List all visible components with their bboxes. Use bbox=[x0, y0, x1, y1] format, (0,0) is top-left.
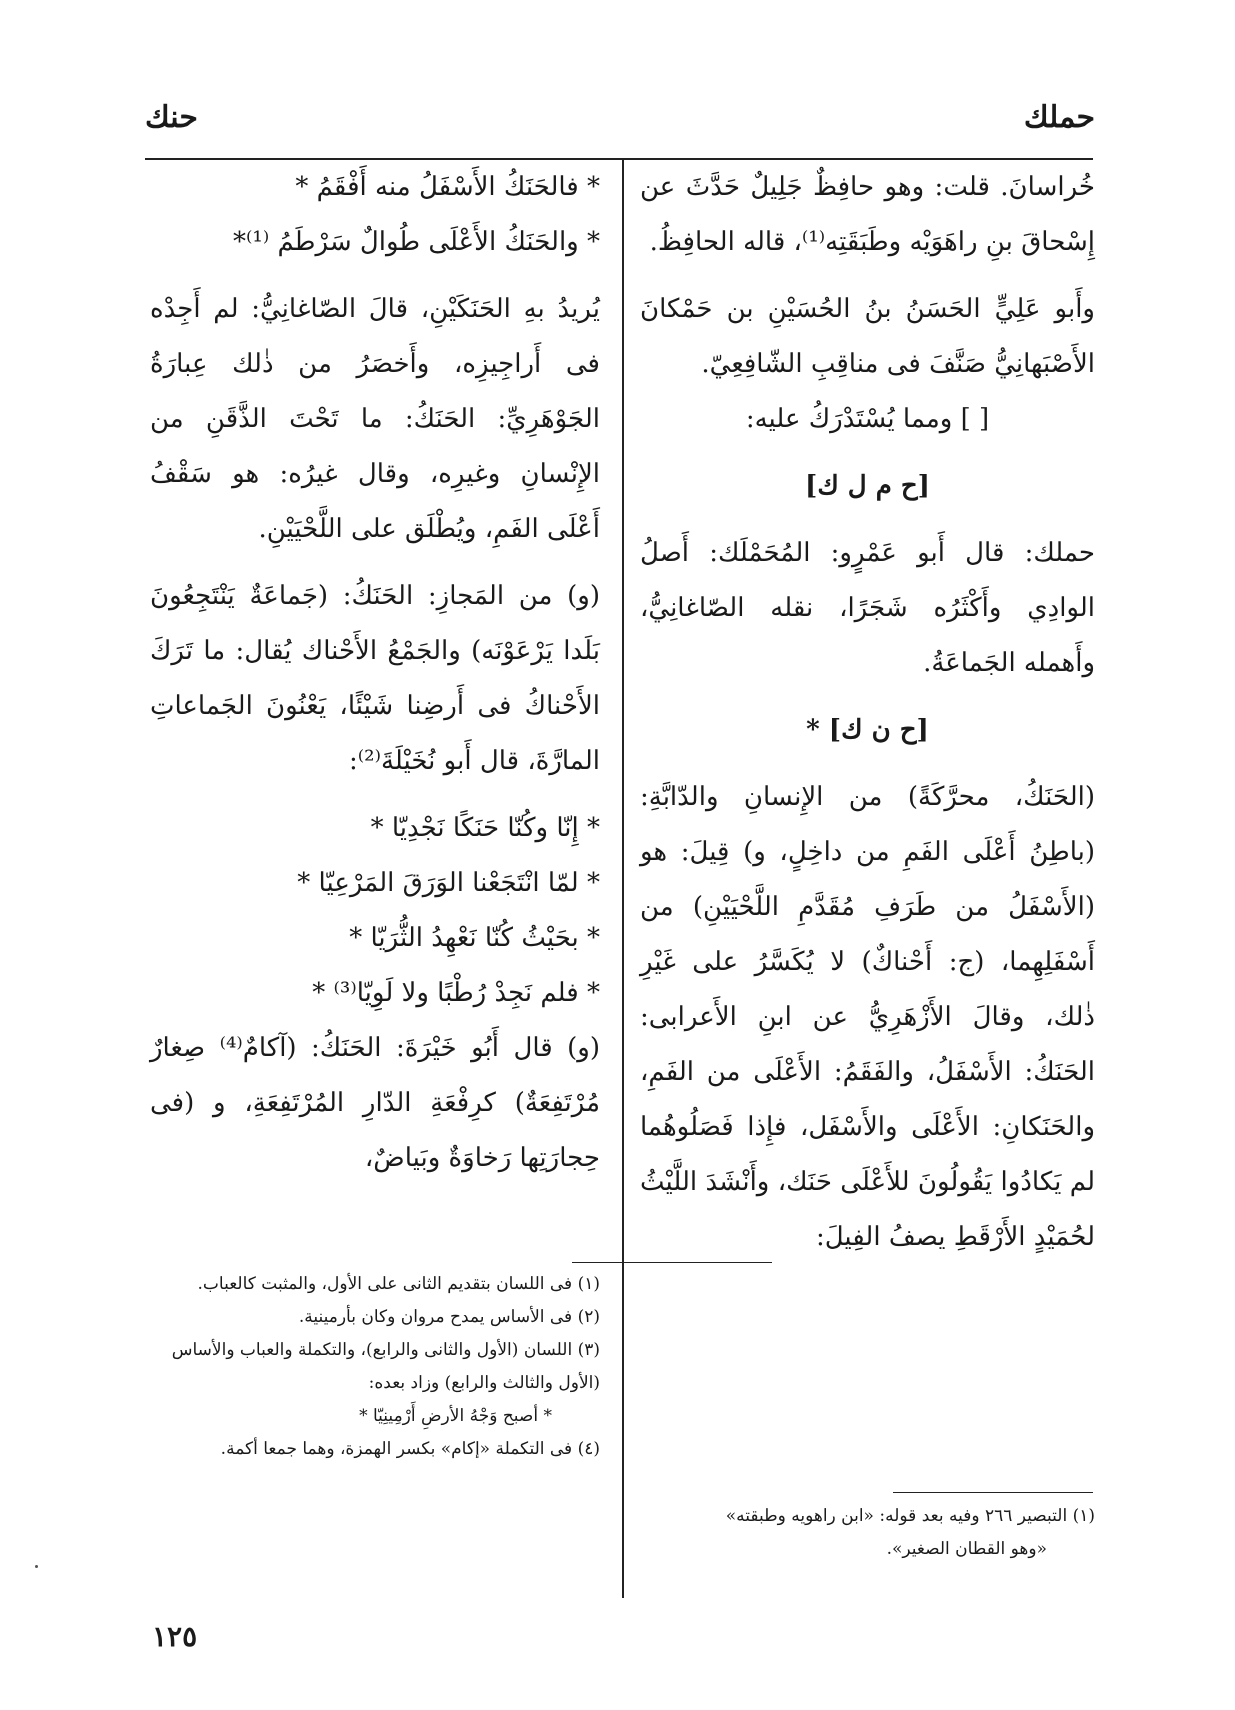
paragraph: وأَبو عَلِيٍّ الحَسَنُ بنُ الحُسَيْنِ بن حَمْكانَ الأَصْبَهانِيُّ صَنَّفَ فى مناقِبِ الشّافِعِيّ. bbox=[640, 294, 1095, 379]
footnote: (١) التبصير ٢٦٦ وفيه بعد قوله: «ابن راهويه وطبقته» bbox=[725, 1506, 1095, 1526]
entry-heading-hmlk: [ح م ل ك] bbox=[805, 471, 930, 501]
right-footnotes bbox=[645, 1500, 1095, 1566]
scan-speck bbox=[35, 1565, 38, 1568]
verse-line: * فالحَنَكُ الأَسْفَلُ منه أَفْقَمُ * bbox=[295, 172, 600, 202]
footnote: (٤) فى التكملة «إكام» بكسر الهمزة، وهما جمعا أكمة. bbox=[220, 1439, 600, 1459]
verse-line: * والحَنَكُ الأَعْلَى طُوالٌ سَرْطَمُ ⁽¹⁾* bbox=[233, 227, 600, 257]
addendum-note: [ ] ومما يُسْتَدْرَكُ عليه: bbox=[745, 404, 990, 434]
footnote-rule-right bbox=[893, 1492, 1093, 1493]
footnote: (٣) اللسان (الأول والثانى والرابع)، والتكملة والعباب والأساس (الأول والثالث والرابع) وزاد بعده: bbox=[171, 1340, 600, 1393]
footnote: (١) فى اللسان بتقديم الثانى على الأول، والمثبت كالعباب. bbox=[197, 1274, 600, 1294]
verse-line: * لمّا انْتَجَعْنا الوَرَقَ المَرْعِيّا * bbox=[297, 868, 600, 898]
footnote: (٢) فى الأساس يمدح مروان وكان بأرمينية. bbox=[298, 1307, 600, 1327]
paragraph: (و) قال أَبُو خَيْرَةَ: الحَنَكُ: (آكامٌ⁽⁴⁾ صِغارٌ مُرْتَفِعَةٌ) كرِفْعَةِ الدّارِ المُرْتَفِعَةِ، و (فى حِجارَتِها رَخاوَةٌ وبَياضٌ، bbox=[150, 1033, 601, 1173]
left-footnotes bbox=[150, 1268, 600, 1466]
footnote-verse: * أصبح وَجْهُ الأرضِ أَرْمِينِيّا * bbox=[359, 1406, 552, 1426]
paragraph: (و) من المَجازِ: الحَنَكُ: (جَماعَةٌ يَنْتَجِعُونَ بَلَدا يَرْعَوْنَه) والجَمْعُ الأَحْناك يُقال: ما تَرَكَ الأَحْناكُ فى أَرضِنا شَيْئًا، يَعْنُونَ الجَماعاتِ المارَّةَ، قال أَبو نُخَيْلَةَ⁽²⁾: bbox=[150, 581, 600, 776]
entry-heading-hnk: [ح ن ك] * bbox=[806, 715, 929, 745]
footnote-rule-left bbox=[572, 1262, 772, 1263]
running-head-right: حملك bbox=[1023, 100, 1095, 135]
left-column bbox=[150, 160, 600, 1186]
footnote: «وهو القطان الصغير». bbox=[886, 1539, 1047, 1559]
verse-line: * إِنّا وكُنّا حَنَكًا نَجْدِيّا * bbox=[370, 813, 600, 843]
right-column bbox=[640, 160, 1095, 1265]
column-divider bbox=[622, 158, 624, 1598]
paragraph: حملك: قال أَبو عَمْرٍو: المُحَمْلَك: أَصلُ الوادِي وأَكْثَرُه شَجَرًا، نقله الصّاغانِيُّ، وأَهمله الجَماعَةُ. bbox=[640, 538, 1095, 678]
paragraph: (الحَنَكُ، محرَّكَةً) من الإِنسانِ والدّابَّةِ: (باطِنُ أَعْلَى الفَمِ من داخِلٍ، و) قِيلَ: هو (الأَسْفَلُ من طَرَفِ مُقَدَّمِ اللَّحْيَيْنِ) من أَسْفَلِهِما، (ج: أَحْناكٌ) لا يُكَسَّرُ على غَيْرِ ذٰلك، وقالَ الأَزْهَرِيُّ عن ابنِ الأَعرابى: الحَنَكُ: الأَسْفَلُ، والفَقَمُ: الأَعْلَى من الفَمِ، والحَنَكانِ: الأَعْلَى والأَسْفَل، فإِذا فَصَلُوهُما لم يَكادُوا يَقُولُونَ للأَعْلَى حَنَك، وأَنْشَدَ اللَّيْثُ لحُمَيْدٍ الأَرْقَطِ يصفُ الفِيلَ: bbox=[640, 782, 1095, 1252]
verse-line: * فلم نَجِدْ رُطْبًا ولا لَوِيّا⁽³⁾ * bbox=[312, 978, 600, 1008]
paragraph: خُراسانَ. قلت: وهو حافِظٌ جَلِيلٌ حَدَّثَ عن إِسْحاقَ بنِ راهَوَيْه وطَبَقَتِه⁽¹⁾، قاله الحافِظُ. bbox=[640, 172, 1095, 257]
running-head-left: حنك bbox=[145, 100, 198, 135]
page-number: ١٢٥ bbox=[152, 1620, 198, 1653]
paragraph: يُريدُ بهِ الحَنَكَيْنِ، قالَ الصّاغانِيُّ: لم أَجِدْه فى أَراجِيزِه، وأَخصَرُ من ذٰلك عِبارَةُ الجَوْهَرِيِّ: الحَنَكُ: ما تَحْتَ الذَّقَنِ من الإِنْسانِ وغيرِه، وقال غيرُه: هو سَقْفُ أَعْلَى الفَمِ، ويُطْلَق على اللَّحْيَيْنِ. bbox=[150, 294, 600, 544]
verse-line: * بحَيْثُ كُنّا نَعْهِدُ الثُّرَيّا * bbox=[349, 923, 600, 953]
